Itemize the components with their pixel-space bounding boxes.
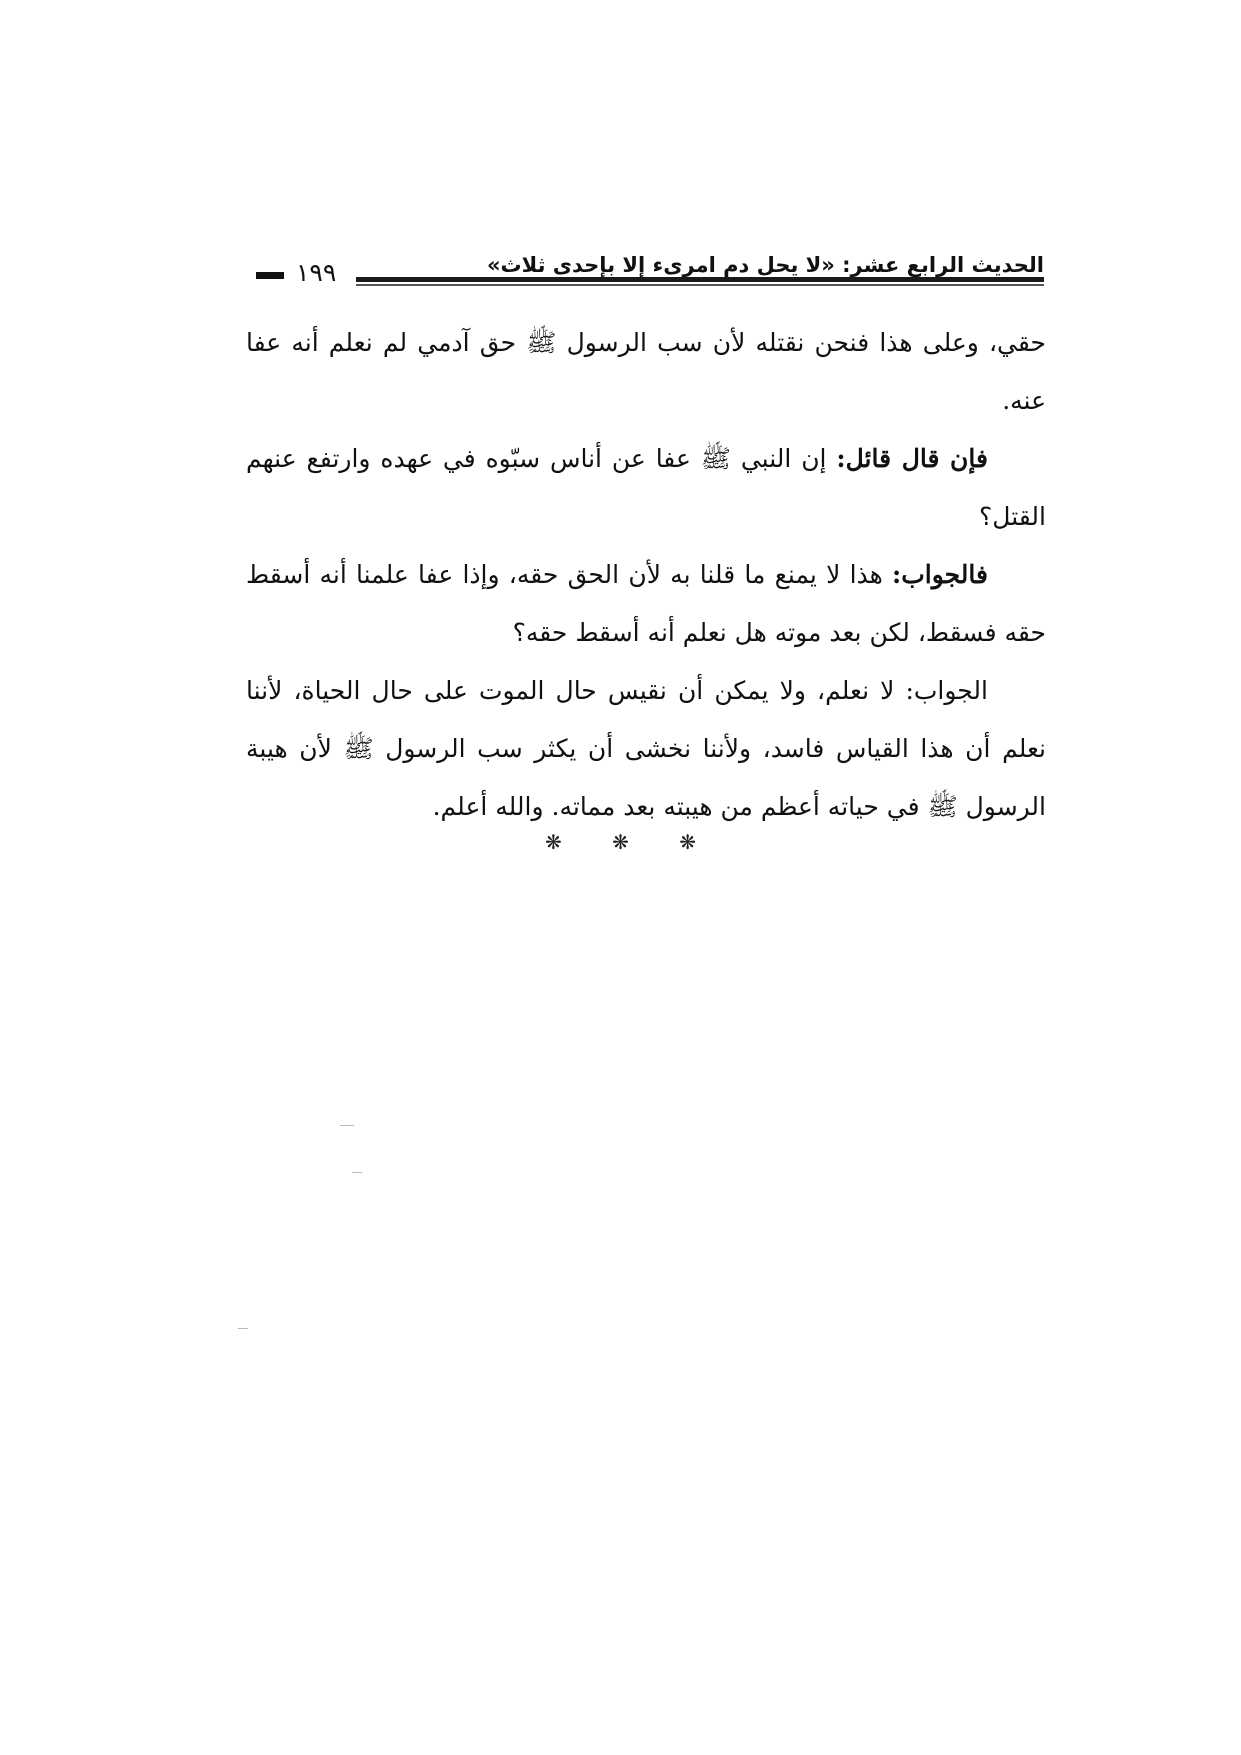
paragraph-lead: فإن قال قائل: bbox=[836, 444, 988, 473]
paragraph-lead: فالجواب: bbox=[892, 560, 988, 589]
section-separator bbox=[0, 830, 1241, 854]
paragraph-text: إن النبي ﷺ عفا عن أناس سبّوه في عهده وارتفع عنهم القتل؟ bbox=[246, 444, 1046, 531]
asterism-star: ❋ bbox=[679, 830, 696, 854]
header-rule-thin bbox=[356, 284, 1044, 286]
body-text bbox=[246, 314, 1046, 836]
scan-artifact bbox=[238, 1328, 248, 1329]
asterism-star: ❋ bbox=[612, 830, 629, 854]
scan-artifact bbox=[352, 1172, 362, 1173]
page-number: ١٩٩ bbox=[296, 258, 337, 287]
paragraph bbox=[246, 314, 1046, 430]
paragraph-text: حقي، وعلى هذا فنحن نقتله لأن سب الرسول ﷺ حق آدمي لم نعلم أنه عفا عنه. bbox=[246, 328, 1046, 415]
paragraph bbox=[246, 546, 1046, 662]
header-rule bbox=[356, 277, 1044, 282]
running-title: الحديث الرابع عشر: «لا يحل دم امرىء إلا بإحدى ثلاث» bbox=[486, 253, 1044, 277]
page-number-dash bbox=[256, 272, 284, 279]
page-header bbox=[256, 250, 1044, 290]
asterism-star: ❋ bbox=[544, 830, 562, 854]
scan-artifact bbox=[340, 1125, 354, 1126]
paragraph-text: الجواب: لا نعلم، ولا يمكن أن نقيس حال الموت على حال الحياة، لأننا نعلم أن هذا القياس فاسد، ولأننا نخشى أن يكثر سب الرسول ﷺ لأن هيبة الرسول ﷺ في حياته أعظم من هيبته بعد مماته. والله أعلم. bbox=[246, 676, 1046, 821]
paragraph-text: هذا لا يمنع ما قلنا به لأن الحق حقه، وإذا عفا علمنا أنه أسقط حقه فسقط، لكن بعد موته هل نعلم أنه أسقط حقه؟ bbox=[246, 560, 1046, 647]
paragraph bbox=[246, 430, 1046, 546]
paragraph bbox=[246, 662, 1046, 836]
